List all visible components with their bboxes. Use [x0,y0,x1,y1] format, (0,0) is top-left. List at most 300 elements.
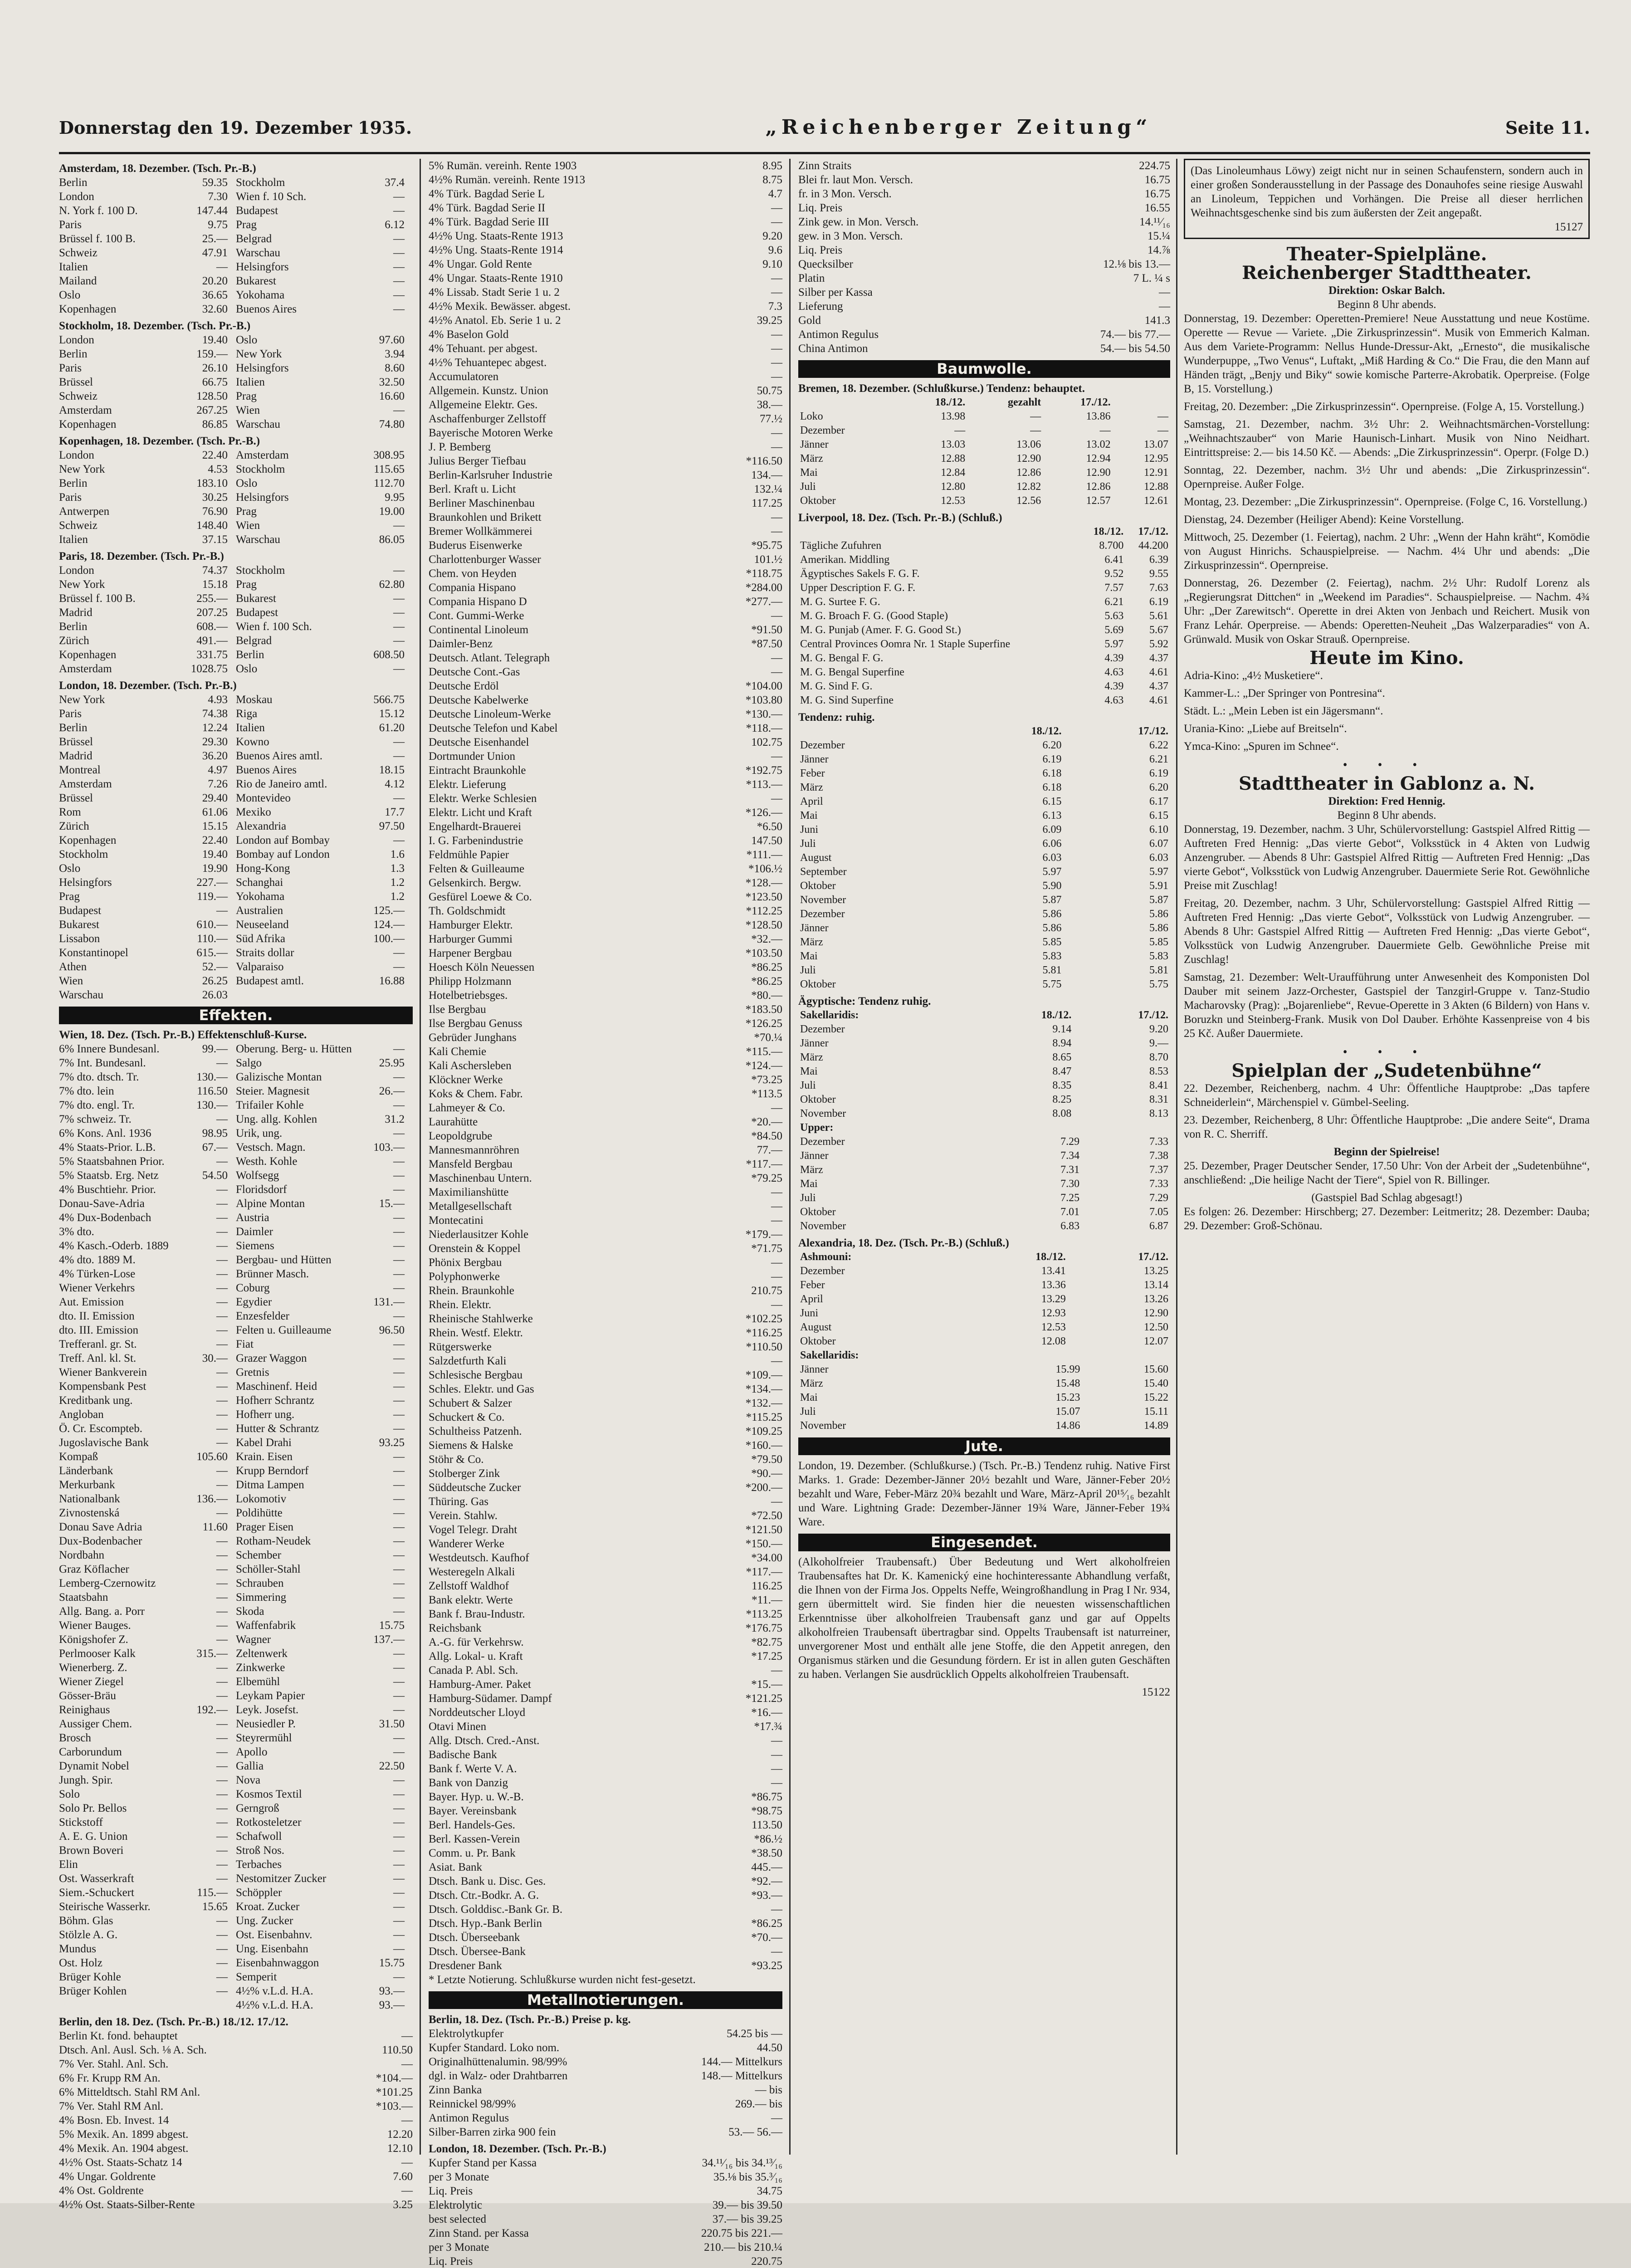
quote-row [429,1242,782,1256]
rate-value: — [393,792,405,804]
rate-cell [236,763,413,777]
quote-row [429,848,782,862]
rate-cell [236,1773,413,1787]
rate-cell [236,1183,413,1197]
rate-row [59,960,413,974]
quote-value: *109.— [745,1369,782,1381]
rate-value: 59.35 [202,176,228,189]
rate-row [59,1633,413,1647]
quote-value: *117.— [746,1566,782,1578]
quote-name: 4½% Anatol. Eb. Serie 1 u. 2 [429,314,561,327]
rate-name: Belgrad [236,635,272,647]
rate-name: Fiat [236,1338,254,1350]
rate-name: Buenos Aires [236,764,297,776]
quote-name: Harpener Bergbau [429,947,512,959]
quote-name: fr. in 3 Mon. Versch. [798,188,892,200]
quote-name: Verein. Stahlw. [429,1510,498,1522]
quote-name: 7% Ver. Stahl RM Anl. [59,2100,164,2112]
quote-name: Elektr. Werke Schlesien [429,792,537,805]
rate-name: Berlin [59,348,88,360]
rate-cell [236,1661,413,1675]
header-cell: 17./12. [1138,1009,1168,1021]
section-heading: Eingesendet. [798,1534,1170,1551]
rate-value: — [393,621,405,633]
rate-cell [59,1098,236,1112]
rate-name: Paris [59,362,82,374]
quote-row [798,229,1170,243]
table-cell: 5.87 [1042,894,1062,906]
quote-value: *93.25 [751,1960,782,1972]
table-cell: 15.48 [1055,1378,1080,1389]
sudeten-title: Spielplan der „Sudetenbühne“ [1231,1060,1542,1081]
table-row [798,595,1170,609]
rate-cell [59,1731,236,1745]
rate-name: Amsterdam [59,404,112,416]
quote-value: *277.— [745,596,782,608]
rate-name: Rio de Janeiro amtl. [236,778,327,790]
rate-name: Italien [236,722,265,734]
program-entry: Samstag, 21. Dezember: Welt-Uraufführung unter Anwesenheit des Komponisten Dol Dauber mit seinem Jazz-Orchester, Gastspiel der Tanzgirl-Gruppe v. Tanz-Studio Macharovsky (Prag): „Bojarenliebe“, Revue-Operette in 3 Akten (6 Bildern) von Hans v. Boruzkn und Steinberg-Frank. Musik von Dol Dauber. Erhöhte Kassenpreise von 4 bis 25 Kč. Außer Dauermiete. [1184,971,1590,1040]
quote-name: Rütgerswerke [429,1341,492,1353]
rate-name: Trifailer Kohle [236,1099,304,1111]
quote-name: Zinn Stand. per Kassa [429,2227,529,2239]
rate-name: Länderbank [59,1465,113,1477]
rate-cell [236,1492,413,1506]
footnote: * Letzte Notierung. Schlußkurse wurden nicht fest-gesetzt. [429,1974,696,1986]
rate-cell [59,1056,236,1070]
quote-value: — [1159,300,1170,313]
quote-value: *104.00 [745,680,782,692]
rate-cell [59,904,236,918]
rate-name: Yokohama [236,289,285,301]
quote-row [429,201,782,215]
section-subtitle: London, 18. Dezember. (Tsch. Pr.-B.) [59,679,237,692]
rate-cell [236,904,413,918]
rate-name: Austria [236,1212,269,1224]
quote-name: Gold [798,314,821,327]
rate-value: — [393,1254,405,1266]
quote-value: — [771,441,782,453]
quote-name: A.-G. für Verkehrsw. [429,1636,524,1648]
rate-row [59,1562,413,1576]
rate-cell [59,763,236,777]
quote-row [429,876,782,890]
table-cell: 7.34 [1060,1150,1080,1162]
rate-cell [59,1661,236,1675]
table-cell: 5.67 [1149,624,1168,636]
rate-value: — [216,1732,228,1744]
quote-value: *109.25 [745,1425,782,1437]
rate-name: Australien [236,904,283,917]
quote-name: Maschinenbau Untern. [429,1172,532,1184]
quote-row [429,1157,782,1171]
quote-value: — [771,272,782,284]
rate-row [59,1140,413,1154]
rate-cell [236,1422,413,1436]
rate-cell [236,1984,413,1998]
rate-cell [236,1253,413,1267]
rate-value: — [216,1338,228,1350]
rate-value: 4.97 [208,764,228,776]
table-header [798,1008,1170,1022]
rate-value: 93.— [379,1999,405,2011]
rate-value: — [216,1240,228,1252]
table-cell: 13.98 [941,411,966,422]
rate-value: — [216,1802,228,1814]
quote-name: Kali Aschersleben [429,1060,512,1072]
quote-value: *128.50 [745,919,782,931]
rate-row [59,988,413,1002]
rate-name: 7% schweiz. Tr. [59,1113,132,1125]
table-cell: August [800,1321,832,1333]
table-cell: Oktober [800,1206,836,1218]
quote-name: Reichsbank [429,1622,482,1634]
quote-row [429,1607,782,1621]
quote-value: 54.— bis 54.50 [1100,342,1170,355]
table-cell: Oktober [800,1094,836,1105]
quote-name: Eintracht Braunkohle [429,764,526,777]
quote-value: *134.— [745,1383,782,1395]
rate-value: 4.93 [208,694,228,706]
rate-cell [59,1928,236,1942]
theater-begin: Beginn 8 Uhr abends. [1337,298,1436,311]
quote-value: — [401,2156,413,2169]
rate-row [59,361,413,375]
quote-row [429,1621,782,1635]
rate-row [59,462,413,476]
quote-row [429,806,782,820]
rate-cell [236,333,413,347]
rate-value: 22.40 [202,449,228,461]
rate-cell [59,620,236,634]
program-entry: Sonntag, 22. Dezember, nachm. 3½ Uhr und abends: „Die Zirkusprinzessin“. Opernpreise. Außer Folge. [1184,464,1590,490]
quote-name: Liq. Preis [798,202,843,214]
quote-row [429,496,782,510]
table-row [798,865,1170,879]
quote-row [429,581,782,595]
rate-value: — [216,1155,228,1168]
section-subtitle: Alexandria, 18. Dez. (Tsch. Pr.-B.) (Schluß.) [798,1237,1009,1249]
theater-entries [1184,312,1590,646]
rate-name: Prager Eisen [236,1521,294,1533]
rate-value: — [393,261,405,273]
quote-value: — [771,427,782,439]
rate-name: N. York f. 100 D. [59,205,138,217]
quote-row [429,1565,782,1579]
rate-name: Dux-Bodenbacher [59,1535,142,1547]
rate-value: — [393,1465,405,1477]
table-cell: 12.93 [1041,1307,1066,1319]
quote-value: *93.— [751,1889,782,1901]
rate-row [59,1154,413,1168]
rate-cell [59,791,236,805]
rate-value: 19.00 [379,505,405,518]
quote-value: 16.55 [1144,202,1170,214]
rate-cell [59,1703,236,1717]
rate-cell [236,1942,413,1956]
table-row [798,567,1170,581]
rate-name: Prag [236,578,257,591]
rate-name: dto. II. Emission [59,1310,135,1322]
quote-name: Dtsch. Ctr.-Bodkr. A. G. [429,1889,539,1901]
quote-value: — [771,1777,782,1789]
quote-name: Hamburg-Amer. Paket [429,1678,531,1691]
table-cell: 5.97 [1104,638,1124,650]
rate-value: 112.70 [374,477,405,489]
rate-row [59,1323,413,1337]
quote-name: 4% Türk. Bagdad Serie II [429,202,546,214]
quote-row [429,552,782,567]
table-cell: 6.15 [1149,810,1168,821]
table-row [798,781,1170,795]
table-cell: 13.41 [1041,1265,1066,1277]
rate-value: — [216,1662,228,1674]
rate-name: Budapest [236,606,278,619]
rate-cell [236,1211,413,1225]
rate-name: 4½% v.L.d. H.A. [236,1999,313,2011]
rate-value: 15.— [379,1198,405,1210]
rate-row [59,1464,413,1478]
rate-cell [59,1337,236,1351]
rate-name: Zürich [59,820,89,832]
quote-value: *112.25 [746,905,782,917]
rate-name: Trefferanl. gr. St. [59,1338,137,1350]
rate-value: 15.75 [379,1957,405,1969]
rate-cell [59,1970,236,1984]
rate-name: Montevideo [236,792,291,804]
quote-row [429,1045,782,1059]
rate-name: Terbaches [236,1858,282,1871]
quote-name: Mannesmannröhren [429,1144,519,1156]
rate-cell [59,1942,236,1956]
rate-cell [236,1604,413,1618]
quote-table [798,525,1170,708]
rate-value: — [216,1198,228,1210]
quote-name: Engelhardt-Brauerei [429,821,522,833]
rate-cell [59,648,236,662]
quote-row [429,1832,782,1846]
rate-cell [236,260,413,274]
section-subtitle: Ägyptische: Tendenz ruhig. [798,995,931,1007]
rate-name: Brown Boveri [59,1844,124,1857]
quote-value: 77.— [757,1144,782,1156]
quote-row [429,2125,782,2139]
table-cell: Juli [800,481,816,493]
rate-name: 4½% v.L.d. H.A. [236,1985,313,1997]
rate-value: 1.6 [390,848,405,860]
quote-name: Ilse Bergbau [429,1003,486,1016]
rate-value: 159.— [196,348,228,360]
quote-row [429,1481,782,1495]
quote-value: *84.50 [751,1130,782,1142]
rate-value: — [216,1212,228,1224]
rate-cell [59,490,236,504]
rate-name: Prag [236,390,257,402]
table-cell: März [800,1051,823,1063]
quote-value: *103.— [376,2100,413,2112]
quote-value: — [771,1735,782,1747]
quote-row [429,370,782,384]
rate-value: 36.20 [202,750,228,762]
rate-value: — [393,1380,405,1393]
rate-name: Bukarest [236,592,276,605]
rate-name: Madrid [59,750,93,762]
rate-name: Amsterdam [59,778,112,790]
rate-value: 97.50 [379,820,405,832]
table-cell: M. G. Punjab (Amer. F. G. Good St.) [800,624,961,636]
rate-value: — [393,1394,405,1407]
table-row [798,424,1170,438]
table-cell: — [1157,411,1168,422]
table-row [798,837,1170,851]
quote-row [429,1734,782,1748]
quote-table [798,1349,1170,1433]
rate-value: — [216,1408,228,1421]
quote-name: Elektr. Licht und Kraft [429,807,532,819]
table-cell: 5.91 [1149,880,1168,892]
rate-value: — [393,1169,405,1182]
rate-row [59,274,413,288]
rate-row [59,288,413,302]
table-cell: 8.13 [1149,1108,1168,1119]
quote-row [429,2097,782,2111]
rate-row [59,1900,413,1914]
rate-row [59,1393,413,1408]
quote-name: Dtsch. Hyp.-Bank Berlin [429,1917,542,1930]
quote-value: *118.— [746,722,782,734]
quote-value: — [771,1214,782,1227]
rate-row [59,1731,413,1745]
rate-name: Steier. Magnesit [236,1085,310,1097]
table-cell: 13.25 [1144,1265,1168,1277]
table-row [798,1391,1170,1405]
table-cell: 4.39 [1104,680,1124,692]
rate-cell [59,375,236,389]
rate-value: — [393,1071,405,1083]
rate-cell [59,1886,236,1900]
rate-cell [59,693,236,707]
rate-name: Valparaiso [236,961,284,973]
rate-value: 124.— [373,919,405,931]
quote-row [429,1466,782,1481]
table-cell: 12.90 [1016,453,1041,464]
rate-row [59,847,413,861]
theater-title: Theater-Spielpläne. [1286,244,1487,265]
quote-name: Kupfer Stand per Kassa [429,2157,537,2169]
rate-cell [236,1759,413,1773]
rate-cell [236,288,413,302]
quote-name: 4% Türk. Bagdad Serie III [429,216,549,228]
rate-cell [236,1323,413,1337]
quote-row [429,1551,782,1565]
quote-value: 141.3 [1144,314,1170,327]
rate-value: 130.— [196,1071,228,1083]
rate-cell [236,1154,413,1168]
table-cell: 9.— [1149,1037,1168,1049]
quote-name: Compania Hispano [429,582,516,594]
quote-name: Süddeutsche Zucker [429,1481,521,1494]
rate-value: — [393,1183,405,1196]
table-cell: August [800,852,832,864]
rate-row [59,1829,413,1843]
rate-value: 25.— [202,233,228,245]
quote-name: Silber per Kassa [798,286,873,298]
rate-value: — [393,1858,405,1871]
rate-row [59,1801,413,1815]
table-cell: 5.87 [1149,894,1168,906]
table-cell: 6.22 [1149,739,1168,751]
quote-value: *102.25 [745,1313,782,1325]
section-subtitle: Berlin, den 18. Dez. (Tsch. Pr.-B.) 18./12. 17./12. [59,2016,288,2028]
table-cell: Juli [800,838,816,850]
rate-cell [59,563,236,577]
table-cell: 8.700 [1099,540,1124,552]
rate-cell [59,960,236,974]
table-cell: Juli [800,964,816,976]
table-row [798,893,1170,907]
quote-row [429,2170,782,2184]
rate-cell [59,1998,236,2012]
table-cell: 5.83 [1042,950,1062,962]
rate-name: Amsterdam [236,449,289,461]
quote-row [429,482,782,496]
table-cell: 15.07 [1055,1406,1080,1418]
table-cell: 6.83 [1060,1220,1080,1232]
rate-row [59,606,413,620]
table-cell: Loko [800,411,823,422]
table-cell: November [800,1420,846,1432]
quote-row [429,1227,782,1242]
rate-value: — [393,1408,405,1421]
quote-row [429,679,782,693]
rate-value: 207.25 [196,606,228,619]
rate-cell [59,1492,236,1506]
rate-value: — [216,1619,228,1632]
rate-name: Coburg [236,1282,270,1294]
rate-name: Brüssel f. 100 B. [59,592,136,605]
rate-cell [236,1098,413,1112]
quote-name: 4½% Ung. Staats-Rente 1913 [429,230,563,242]
rate-value: 47.91 [202,247,228,259]
rate-cell [59,1323,236,1337]
quote-row [59,2099,413,2113]
rate-value: 105.60 [196,1451,228,1463]
table-cell: 4.63 [1104,666,1124,678]
quote-name: Reinnickel 98/99% [429,2098,516,2110]
quote-row [429,2041,782,2055]
rate-name: Jungh. Spir. [59,1774,113,1786]
rate-value: 3.94 [385,348,405,360]
quote-row [429,1213,782,1227]
quote-row [429,651,782,665]
rate-value: — [393,1605,405,1618]
rate-value: 566.75 [373,694,405,706]
table-cell: 7.57 [1104,582,1124,594]
quote-value: *71.75 [751,1242,782,1255]
quote-row [429,2083,782,2097]
rate-value: 11.60 [202,1521,228,1533]
rate-value: — [393,191,405,203]
rate-row [59,648,413,662]
rate-name: Leykam Papier [236,1690,305,1702]
rate-value: 16.60 [379,390,405,402]
table-cell: 13.14 [1144,1279,1168,1291]
rate-name: Wien [59,975,83,987]
table-cell: 6.21 [1104,596,1124,608]
rate-cell [236,1534,413,1548]
quote-name: Dtsch. Golddisc.-Bank Gr. B. [429,1903,563,1916]
table-row [798,921,1170,935]
